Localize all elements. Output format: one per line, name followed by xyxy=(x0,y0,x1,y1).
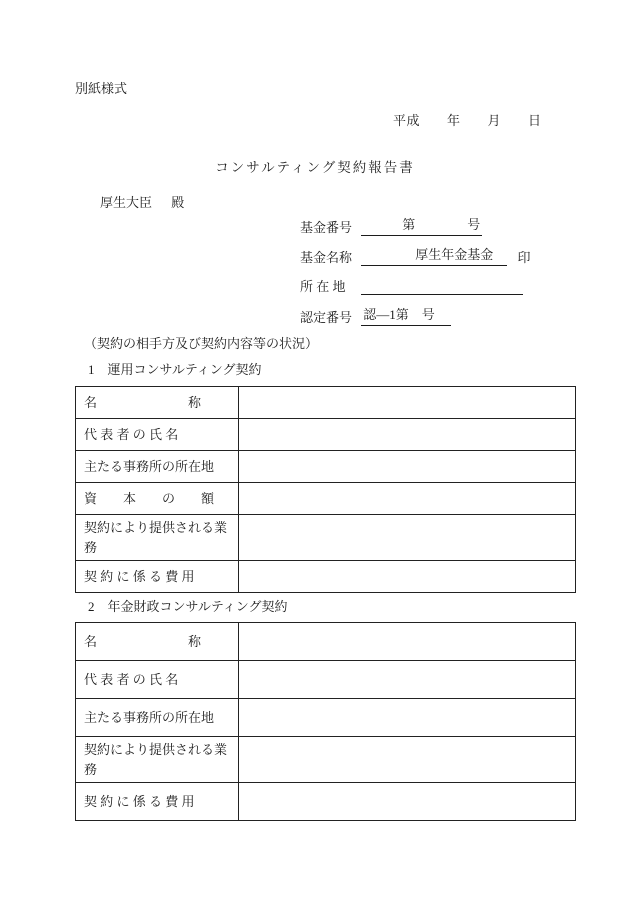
header-fields xyxy=(300,216,531,336)
fund-name-value: 厚生年金基金 xyxy=(361,246,507,266)
row-label-representative: 代 表 者 の 氏 名 xyxy=(76,661,239,699)
row-label-name: 名 称 xyxy=(76,387,239,419)
fund-name-label: 基金名称 xyxy=(300,250,353,265)
row-value-representative xyxy=(239,419,576,451)
field-fund-name xyxy=(300,246,531,276)
date-line: 平成 年 月 日 xyxy=(393,113,542,128)
row-value-capital xyxy=(239,483,576,515)
row-label-name: 名 称 xyxy=(76,623,239,661)
table-row xyxy=(76,661,576,699)
table-row xyxy=(76,483,576,515)
row-label-representative: 代 表 者 の 氏 名 xyxy=(76,419,239,451)
row-label-capital: 資 本 の 額 xyxy=(76,483,239,515)
fund-number-value: 第 号 xyxy=(361,216,482,236)
addressee-honorific: 殿 xyxy=(171,195,185,210)
section2-heading: 2 年金財政コンサルティング契約 xyxy=(88,599,288,614)
field-address xyxy=(300,276,531,306)
row-value-office-address xyxy=(239,451,576,483)
row-label-costs: 契 約 に 係 る 費 用 xyxy=(76,783,239,821)
table-row xyxy=(76,699,576,737)
field-cert-number xyxy=(300,306,531,336)
section1-table xyxy=(75,386,576,593)
field-fund-number xyxy=(300,216,531,246)
row-label-office-address: 主たる事務所の所在地 xyxy=(76,451,239,483)
section-note: （契約の相手方及び契約内容等の状況） xyxy=(84,336,319,351)
attachment-label: 別紙様式 xyxy=(75,81,128,96)
row-value-costs xyxy=(239,561,576,593)
row-label-services: 契約により提供される業務 xyxy=(76,737,239,783)
row-value-office-address xyxy=(239,699,576,737)
row-label-costs: 契 約 に 係 る 費 用 xyxy=(76,561,239,593)
seal-mark: 印 xyxy=(517,250,531,265)
row-label-services: 契約により提供される業務 xyxy=(76,515,239,561)
row-value-representative xyxy=(239,661,576,699)
section1-heading: 1 運用コンサルティング契約 xyxy=(88,362,262,377)
cert-number-label: 認定番号 xyxy=(300,310,353,325)
addressee-name: 厚生大臣 xyxy=(100,195,153,210)
table-row xyxy=(76,623,576,661)
section2-table xyxy=(75,622,576,821)
table-row xyxy=(76,451,576,483)
row-value-services xyxy=(239,515,576,561)
address-label: 所 在 地 xyxy=(300,279,346,294)
row-value-name xyxy=(239,387,576,419)
fund-number-label: 基金番号 xyxy=(300,220,353,235)
table-row xyxy=(76,737,576,783)
table-row xyxy=(76,387,576,419)
cert-number-value: 認―1第 号 xyxy=(361,306,451,326)
table-row xyxy=(76,515,576,561)
row-label-office-address: 主たる事務所の所在地 xyxy=(76,699,239,737)
row-value-name xyxy=(239,623,576,661)
address-value xyxy=(361,292,523,295)
addressee-line xyxy=(100,192,184,211)
page-title: コンサルティング契約報告書 xyxy=(215,160,415,175)
table-row xyxy=(76,561,576,593)
row-value-services xyxy=(239,737,576,783)
row-value-costs xyxy=(239,783,576,821)
table-row xyxy=(76,783,576,821)
table-row xyxy=(76,419,576,451)
